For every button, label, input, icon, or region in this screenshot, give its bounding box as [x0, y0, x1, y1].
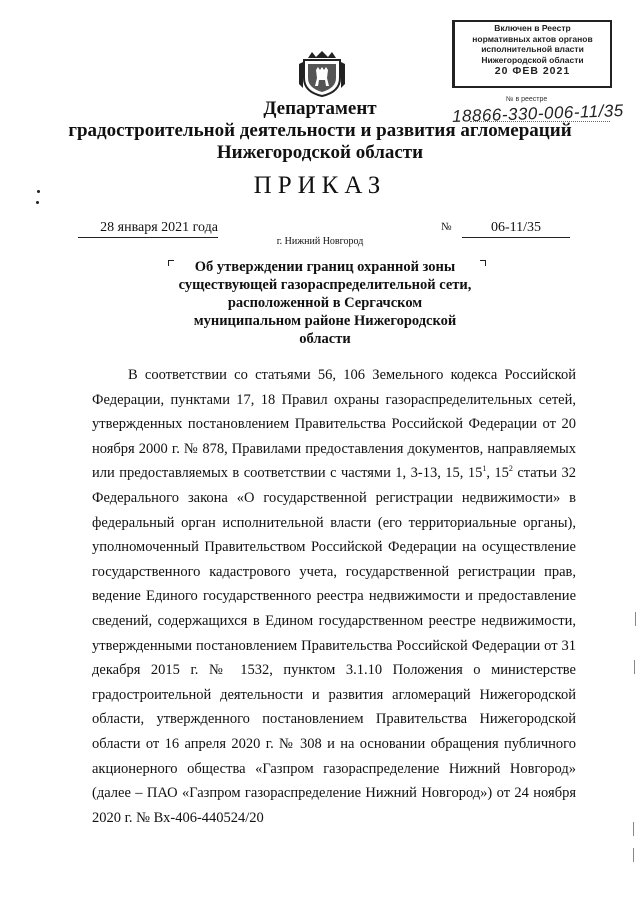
- scan-margin-mark: [634, 660, 635, 674]
- registry-stamp: [452, 20, 612, 88]
- preamble-part-1: В соответствии со статьями 56, 106 Земельного кодекса Российской Федерации, пунктами 17, 18 Правил охраны газораспределительных сетей, утвержденных постановлением Правительства Российской Федерации от 20 ноября 2000 г. № 878, Правилами предоставления документов, направляемых или предоставляемых в соответствии с частями 1, 3-13, 15, 15: [92, 367, 576, 482]
- order-subject: [170, 258, 480, 348]
- subject-line-4: муниципальном районе Нижегородской: [193, 313, 457, 329]
- order-number-label: №: [441, 221, 452, 233]
- order-number: 06-11/35: [462, 220, 570, 238]
- superscript-2: 2: [508, 464, 513, 474]
- subject-line-1: Об утверждении границ охранной зоны: [194, 259, 456, 275]
- subject-line-3: расположенной в Сергачском: [227, 295, 423, 311]
- scan-margin-mark: [635, 612, 636, 626]
- document-type-title: ПРИКАЗ: [253, 172, 387, 199]
- department-title-line-1: Департамент: [263, 98, 377, 119]
- stamp-line-3: исполнительной власти: [481, 44, 584, 54]
- registry-number-label: № в реестре: [506, 96, 548, 103]
- order-date: 28 января 2021 года: [78, 220, 218, 238]
- stamp-date: 20 ФЕВ 2021: [494, 65, 571, 77]
- preamble-part-2: , 15: [486, 465, 509, 482]
- subject-bracket-right: [480, 260, 486, 266]
- scan-dot: [37, 190, 40, 193]
- preamble-part-3: статьи 32 Федерального закона «О государственной регистрации недвижимости» в федеральный орган исполнительной власти (его территориальные органы), уполномоченный Правительством Российской Федерации на осуществление государственного кадастрового учета, государственной регистрации прав, ведение Единого государственного реестра недвижимости и предоставление сведений, содержащихся в Едином государственном реестре недвижимости, утвержденными постановлением Правительства Российской Федерации от 31 декабря 2015 г. № 1532, пунктом 3.1.10 Положения о министерстве градостроительной деятельности и развития агломераций Нижегородской области, утвержденного постановлением Правительства Нижегородской области от 16 апреля 2020 г. № 308 и на основании обращения публичного акционерного общества «Газпром газораспределение Нижний Новгород» (далее – ПАО «Газпром газораспределение Нижний Новгород») от 24 ноября 2020 г. № Вх-406-440524/20: [92, 465, 576, 826]
- subject-line-5: области: [299, 331, 351, 347]
- stamp-line-2: нормативных актов органов: [472, 33, 593, 44]
- order-preamble-text: [92, 363, 576, 830]
- superscript-1: 1: [482, 464, 487, 474]
- registry-number-handwritten: 18866-330-006-11/35: [451, 101, 625, 126]
- stamp-line-1: Включен в Реестр: [494, 23, 571, 33]
- scan-margin-mark: [633, 848, 634, 862]
- department-title-line-3: Нижегородской области: [216, 142, 424, 163]
- department-title-line-2: градостроительной деятельности и развития агломераций: [68, 120, 572, 141]
- subject-line-2: существующей газораспределительной сети,: [178, 277, 472, 293]
- stamp-line-4: Нижегородской области: [481, 54, 584, 65]
- scan-dot: [36, 201, 39, 204]
- scan-margin-mark: [633, 822, 634, 836]
- city-name: г. Нижний Новгород: [276, 236, 364, 247]
- coat-of-arms-icon: [298, 48, 346, 98]
